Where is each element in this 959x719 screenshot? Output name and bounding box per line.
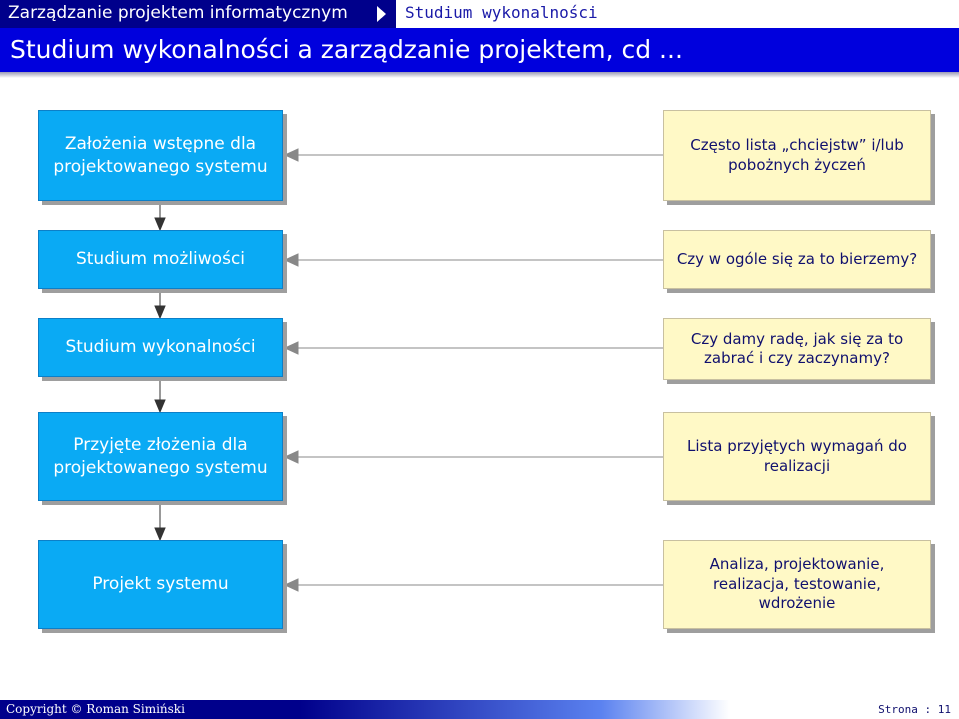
note-text-line: pobożnych życzeń — [728, 155, 866, 174]
note-text-line: realizacji — [763, 456, 831, 475]
step-text-line: projektowanego systemu — [53, 156, 268, 177]
section-tab-label: Studium wykonalności — [405, 3, 598, 22]
step-box-accepted-assumptions — [38, 412, 283, 501]
step-text-line: Studium możliwości — [75, 249, 246, 270]
note-text-line: Lista przyjętych wymagań do — [687, 437, 907, 455]
step-text-line: projektowanego systemu — [53, 457, 268, 478]
step-text-line: Przyjęte złożenia dla — [73, 435, 248, 456]
note-text-line: Często lista „chciejstw” i/lub — [690, 136, 904, 154]
flow-arrowhead-2 — [155, 306, 165, 318]
note-text-line: realizacja, testowanie, — [713, 574, 881, 593]
step-text-line: Studium wykonalności — [65, 337, 256, 358]
note-box-do-we-take-it — [663, 230, 931, 289]
flow-arrowhead-4 — [155, 528, 165, 540]
step-box-feasibility-study — [38, 318, 283, 377]
step-text-line: Projekt systemu — [92, 574, 229, 595]
footer-copyright-area — [0, 700, 300, 719]
flow-arrowhead-3 — [155, 400, 165, 412]
note-box-development-phases — [663, 540, 931, 629]
slide-title: Studium wykonalności a zarządzanie projektem, cd ... — [10, 35, 683, 64]
note-arrowhead-3 — [285, 342, 298, 354]
note-text-line: Czy damy radę, jak się za to — [690, 329, 904, 348]
footer-gradient — [300, 700, 730, 719]
note-arrowhead-1 — [285, 149, 298, 161]
note-box-wishlist — [663, 110, 931, 201]
note-text-line: Analiza, projektowanie, — [709, 555, 885, 574]
page-number: Strona : 11 — [878, 703, 951, 716]
step-box-opportunity-study — [38, 230, 283, 289]
note-text-line: zabrać i czy zaczynamy? — [704, 349, 890, 367]
step-box-system-design — [38, 540, 283, 629]
flow-arrowhead-1 — [155, 218, 165, 230]
note-box-can-we-do-it — [663, 318, 931, 380]
note-arrowhead-2 — [285, 254, 298, 266]
footer-bar — [0, 700, 959, 719]
copyright-text: Copyright © Roman Simiński — [6, 702, 185, 716]
step-box-initial-assumptions — [38, 110, 283, 201]
note-arrowhead-4 — [285, 451, 298, 463]
note-connectors — [285, 149, 663, 591]
note-text-line: wdrożenie — [758, 594, 836, 613]
step-text-line: Założenia wstępne dla — [64, 134, 257, 155]
note-text-line: Czy w ogóle się za to bierzemy? — [676, 249, 918, 268]
note-box-requirements-list — [663, 412, 931, 501]
note-arrowhead-5 — [285, 579, 298, 591]
course-title: Zarządzanie projektem informatycznym — [8, 3, 348, 23]
